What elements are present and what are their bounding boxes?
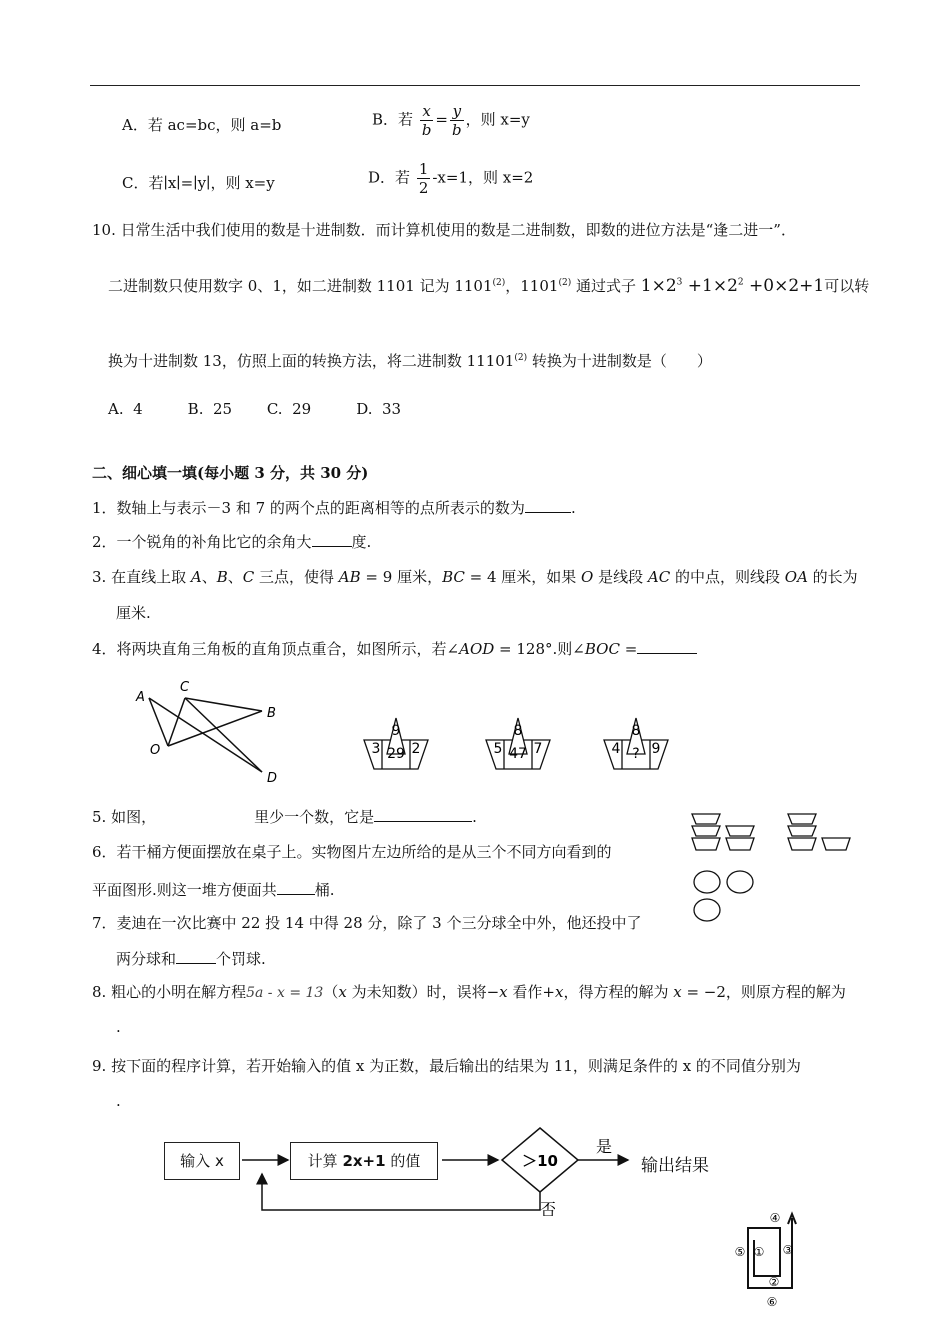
bucket-shape <box>692 838 720 850</box>
q7-line2: 两分球和 个罚球. <box>116 950 266 968</box>
spiral-label-6: ⑥ <box>766 1295 778 1309</box>
trap1-right: 2 <box>411 741 421 757</box>
q5: 5. 如图， 里少一个数，它是 . <box>92 808 477 826</box>
option-b-prefix: B．若 <box>372 110 414 129</box>
label-c: C <box>180 680 190 695</box>
arrow-no-loop <box>262 1174 540 1210</box>
bucket-top-view <box>727 871 753 893</box>
flow-yes-label: 是 <box>596 1137 613 1156</box>
spiral-figure <box>730 1208 804 1310</box>
flow-no-label: 否 <box>540 1200 557 1216</box>
trap2-top: 8 <box>513 723 523 739</box>
noodle-bucket-views <box>688 812 858 924</box>
trap3-left: 4 <box>611 741 621 757</box>
flow-input-box: 输入 x <box>164 1142 240 1180</box>
fraction-y-over-b: $\frac{y}{b}$ <box>452 102 462 139</box>
option-b-suffix: ，则 x=y <box>465 110 530 129</box>
trap3-center: ? <box>632 746 640 762</box>
answer-blank[interactable] <box>312 532 352 547</box>
option-b <box>372 102 530 139</box>
answer-blank[interactable] <box>637 639 697 654</box>
flowchart-arrows <box>230 1124 630 1216</box>
q3-line2: 厘米. <box>116 604 151 622</box>
label-a: A <box>136 690 145 705</box>
q2: 2．一个锐角的补角比它的余角大 度. <box>92 533 372 551</box>
trap2-left: 5 <box>493 741 503 757</box>
bucket-shape <box>788 826 816 836</box>
q7-line1: 7．麦迪在一次比赛中 22 投 14 中得 28 分，除了 3 个三分球全中外，他还投中了 <box>92 914 642 932</box>
option-d-prefix: D．若 <box>368 168 411 187</box>
bucket-shape <box>726 838 754 850</box>
equals-sign: = <box>435 110 448 129</box>
fraction-x-over-b: $\frac{x}{b}$ <box>421 102 432 139</box>
trap1-left: 3 <box>371 741 381 757</box>
answer-blank[interactable] <box>277 880 315 895</box>
bucket-shape <box>788 814 816 824</box>
q10-options: A. 4 B. 25 C. 29 D. 33 <box>108 400 402 418</box>
flow-output-label: 输出结果 <box>641 1156 709 1176</box>
bucket-shape <box>788 838 816 850</box>
answer-blank[interactable] <box>176 949 216 964</box>
q1: 1．数轴上与表示－3 和 7 的两个点的距离相等的点所表示的数为 . <box>92 499 576 517</box>
segment-ad <box>149 698 262 772</box>
trap1-center: 29 <box>387 746 405 762</box>
label-d: D <box>267 771 278 786</box>
bucket-top-view <box>694 871 720 893</box>
option-c: C．若∣x∣=∣y∣，则 x=y <box>122 174 275 192</box>
q6-line2: 平面图形.则这一堆方便面共 桶. <box>92 881 335 899</box>
flow-condition-label: ＞10 <box>522 1152 558 1170</box>
trap3-right: 9 <box>651 741 661 757</box>
answer-blank[interactable] <box>374 807 472 822</box>
trap3-top: 8 <box>631 723 641 739</box>
trap2-center: 47 <box>509 746 527 762</box>
spiral-label-5: ⑤ <box>734 1245 746 1259</box>
binary-formula: $1\times 2^3 +1\times 2^2 +0\times 2+1$ <box>640 276 825 296</box>
segment-co <box>168 698 185 746</box>
q9-line2: . <box>116 1092 121 1110</box>
q6-line1: 6．若干桶方便面摆放在桌子上。实物图片左边所给的是从三个不同方向看到的 <box>92 843 612 861</box>
q9-line1: 9. 按下面的程序计算，若开始输入的值 x 为正数，最后输出的结果为 11，则满足条件的 x 的不同值分别为 <box>92 1057 801 1075</box>
trapezoid-puzzle-2 <box>484 716 554 772</box>
bucket-shape <box>692 826 720 836</box>
q8: 8. 粗心的小明在解方程5a - x = 13（x 为未知数）时，误将−x 看作+x，得方程的解为 x = −2，则原方程的解为 <box>92 983 846 1001</box>
option-d <box>368 160 533 197</box>
spiral-label-3: ③ <box>782 1243 794 1257</box>
q10-line3: 换为十进制数 13，仿照上面的转换方法，将二进制数 11101$^{(2)}$ 转换为十进制数是（ ） <box>108 352 712 370</box>
section-title: 二、细心填一填(每小题 3 分，共 30 分) <box>92 464 369 482</box>
bucket-shape <box>726 826 754 836</box>
equation: 5a - x = 13 <box>246 985 324 1001</box>
bucket-top-view <box>694 899 720 921</box>
trap1-top: 9 <box>391 723 401 739</box>
angle-figure <box>130 676 290 786</box>
segment-ao <box>149 698 168 746</box>
trap2-right: 7 <box>533 741 543 757</box>
header-rule <box>90 85 860 86</box>
answer-blank[interactable] <box>525 498 571 513</box>
q3: 3. 在直线上取 A、B、C 三点，使得 AB = 9 厘米，BC = 4 厘米，如果 O 是线段 AC 的中点，则线段 OA 的长为 <box>92 568 858 586</box>
option-d-suffix: -x=1，则 x=2 <box>432 168 534 187</box>
flow-compute-box: 计算 2x+1 的值 <box>290 1142 438 1180</box>
label-o: O <box>150 743 161 758</box>
spiral-label-4: ④ <box>769 1211 781 1225</box>
trapezoid-puzzle-3 <box>602 716 672 772</box>
q8-line2: . <box>116 1018 121 1036</box>
bucket-shape <box>822 838 850 850</box>
fraction-one-half: $\frac{1}{2}$ <box>418 160 429 197</box>
q10-line2: 二进制数只使用数字 0、1，如二进制数 1101 记为 1101$^{(2)}$，1101$^{(2)}$ 通过式子 $1\times 2^3 +1\times 2^2 +0\times 2+1$可以转 <box>108 276 870 296</box>
spiral-label-1: ① <box>753 1245 765 1259</box>
spiral-label-2: ② <box>768 1275 780 1289</box>
label-b: B <box>267 706 276 721</box>
q10-line1: 10. 日常生活中我们使用的数是十进制数．而计算机使用的数是二进制数，即数的进位方法是“逢二进一”． <box>92 221 796 239</box>
bucket-shape <box>692 814 720 824</box>
trapezoid-puzzle-1 <box>362 716 432 772</box>
q4: 4．将两块直角三角板的直角顶点重合，如图所示，若∠AOD = 128°.则∠BOC = <box>92 638 697 659</box>
option-a: A．若 ac=bc，则 a=b <box>122 116 282 134</box>
